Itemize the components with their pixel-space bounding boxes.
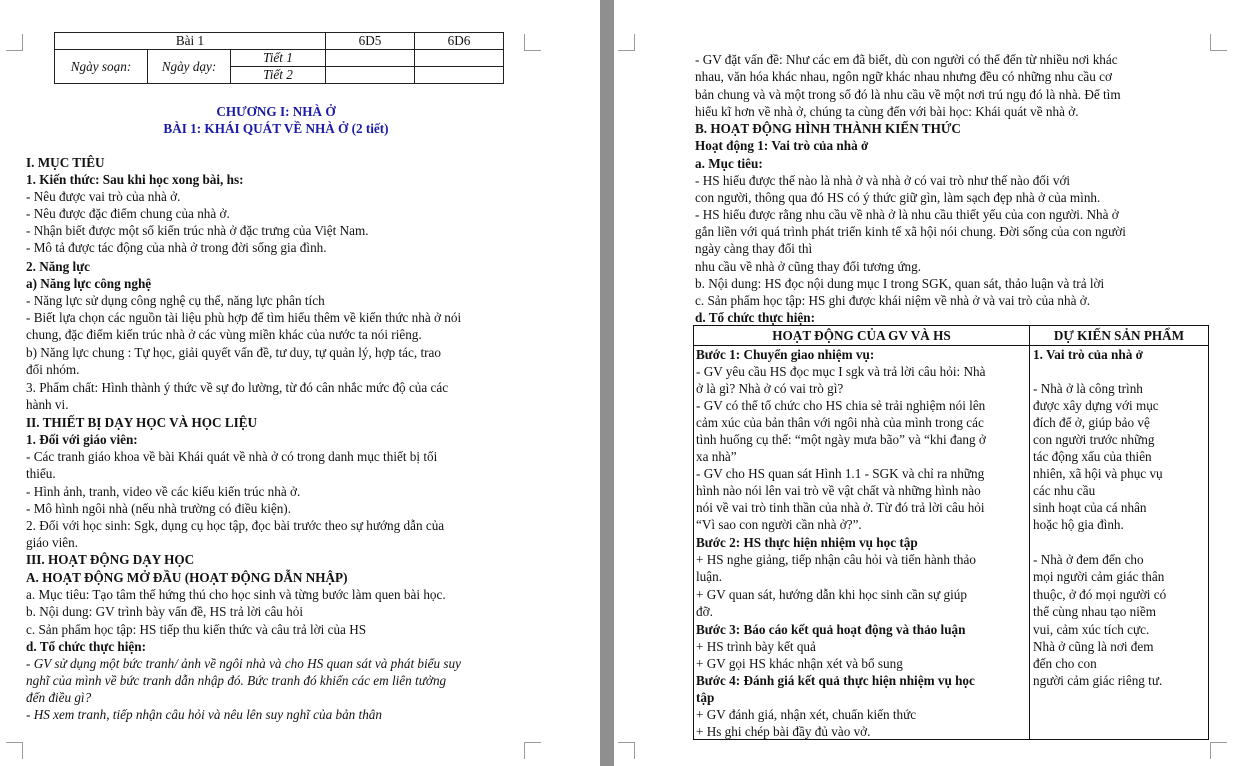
period-cell: Tiết 1	[231, 50, 326, 67]
period-cell: Tiết 2	[231, 67, 326, 84]
table-cell-text: vui, cảm xúc tích cực.	[1033, 622, 1150, 637]
table-cell-text: mọi người cảm giác thân	[1033, 569, 1165, 584]
heading: a) Năng lực công nghệ	[26, 276, 152, 291]
paragraph: c. Sản phẩm học tập: HS tiếp thu kiến thức và câu trả lời của HS	[26, 622, 367, 637]
paragraph: - Nhận biết được một số kiến trúc nhà ở đặc trưng của Việt Nam.	[26, 223, 369, 238]
paragraph: con người, thông qua đó HS có ý thức giữ gìn, làm sạch đẹp nhà ở của mình.	[695, 190, 1101, 205]
chapter-title: CHƯƠNG I: NHÀ Ở	[216, 104, 336, 119]
table-cell-text: xa nhà”	[696, 449, 737, 464]
empty-cell	[326, 67, 415, 84]
paragraph: b. Nội dung: HS đọc nội dung mục I trong SGK, quan sát, thảo luận và trả lời	[695, 276, 1105, 291]
paragraph: - HS hiểu được thế nào là nhà ở và nhà ở có vai trò như thế nào đối với	[695, 173, 1071, 188]
table-cell-text: con người trước những	[1033, 432, 1155, 447]
table-cell-text: Nhà ở cũng là nơi đem	[1033, 639, 1154, 654]
paragraph: 1. Kiến thức: Sau khi học xong bài, hs:	[26, 172, 244, 187]
table-cell-text: - Nhà ở là công trình	[1033, 381, 1143, 396]
paragraph: nhu cầu về nhà ở cũng thay đổi tương ứng.	[695, 259, 922, 274]
table-cell-text: nói về vai trò tinh thần của nhà ở. Từ đó trả lời câu hỏi	[696, 500, 985, 515]
table-cell-text: “Vì sao con người cần nhà ở?”.	[696, 517, 862, 532]
paragraph: - Năng lực sử dụng công nghệ cụ thể, năng lực phân tích	[26, 293, 325, 308]
table-cell-text: ở là gì? Nhà ở có vai trò gì?	[696, 381, 844, 396]
table-header-activity: HOẠT ĐỘNG CỦA GV VÀ HS	[772, 328, 951, 343]
paragraph: 3. Phẩm chất: Hình thành ý thức về sự đo lường, từ đó cân nhắc mức độ của các	[26, 380, 449, 395]
paragraph: a. Mục tiêu: Tạo tâm thế hứng thú cho học sinh và từng bước làm quen bài học.	[26, 587, 446, 602]
paragraph: - Nêu được vai trò của nhà ở.	[26, 189, 181, 204]
activity-table	[693, 325, 1209, 740]
paragraph: - GV đặt vấn đề: Như các em đã biết, dù con người có thể đến từ nhiều nơi khác	[695, 52, 1118, 67]
empty-cell	[415, 67, 504, 84]
crop-mark	[1210, 34, 1227, 51]
table-cell-text: đỡ.	[696, 604, 713, 619]
table-cell-text: luận.	[696, 569, 723, 584]
heading: d. Tổ chức thực hiện:	[26, 639, 146, 654]
paragraph: - Mô tả được tác động của nhà ở trong đời sống gia đình.	[26, 240, 327, 255]
table-cell-text: - GV yêu cầu HS đọc mục I sgk và trả lời câu hỏi: Nhà	[696, 364, 986, 379]
table-cell-text: cảm xúc của bản thân với ngôi nhà của mình trong các	[696, 415, 984, 430]
table-cell-text: đến cho con	[1033, 656, 1097, 671]
heading: I. MỤC TIÊU	[26, 155, 105, 170]
heading: B. HOẠT ĐỘNG HÌNH THÀNH KIẾN THỨC	[695, 121, 961, 136]
teach-date-cell: Ngày dạy:	[148, 50, 231, 84]
table-cell-text: - GV có thể tổ chức cho HS chia sẻ trải nghiệm nói lên	[696, 398, 986, 413]
paragraph: - Biết lựa chọn các nguồn tài liệu phù hợp để tìm hiểu thêm về kiến thức nhà ở nói	[26, 310, 462, 325]
paragraph: - Hình ảnh, tranh, video về các kiểu kiến trúc nhà ở.	[26, 484, 301, 499]
lesson-header-table	[54, 32, 504, 84]
table-cell-text: + GV gọi HS khác nhận xét và bổ sung	[696, 656, 903, 671]
document-page-right	[614, 0, 1246, 766]
paragraph: giáo viên.	[26, 535, 79, 550]
page-gap	[600, 0, 614, 766]
paragraph: đổi nhóm.	[26, 362, 80, 377]
class-cell: 6D6	[415, 33, 504, 50]
table-cell-text: - GV cho HS quan sát Hình 1.1 - SGK và chỉ ra những	[696, 466, 985, 481]
paragraph: - Các tranh giáo khoa về bài Khái quát về nhà ở có trong danh mục thiết bị tối	[26, 449, 438, 464]
crop-mark	[524, 34, 541, 51]
heading: III. HOẠT ĐỘNG DẠY HỌC	[26, 552, 195, 567]
table-cell-text: được xây dựng với mục	[1033, 398, 1159, 413]
table-cell-text: tập	[696, 690, 715, 705]
table-cell-text: Bước 1: Chuyển giao nhiệm vụ:	[696, 347, 875, 362]
crop-mark	[6, 742, 23, 759]
paragraph: - HS hiểu được rằng nhu cầu về nhà ở là nhu cầu thiết yếu của con người. Nhà ở	[695, 207, 1119, 222]
table-cell-text: đích để ở, giúp bảo vệ	[1033, 415, 1150, 430]
table-cell-text: + GV đánh giá, nhận xét, chuẩn kiến thức	[696, 707, 917, 722]
heading: Hoạt động 1: Vai trò của nhà ở	[695, 138, 869, 153]
table-cell-text: Bước 2: HS thực hiện nhiệm vụ học tập	[696, 535, 918, 550]
crop-mark	[618, 34, 635, 51]
heading: A. HOẠT ĐỘNG MỞ ĐẦU (HOẠT ĐỘNG DẪN NHẬP)	[26, 570, 348, 585]
paragraph: thiểu.	[26, 466, 56, 481]
heading: 2. Năng lực	[26, 259, 90, 274]
table-cell-text: tình huống cụ thể: “một ngày mưa bão” và “khi đang ở	[696, 432, 986, 447]
paragraph: hiểu kĩ hơn về nhà ở, chúng ta cùng đến với bài học: Khái quát về nhà ở.	[695, 104, 1079, 119]
lesson-cell: Bài 1	[55, 33, 326, 50]
table-cell-text: tác động xấu của thiên	[1033, 449, 1152, 464]
paragraph: 2. Đối với học sinh: Sgk, dụng cụ học tập, đọc bài trước theo sự hướng dẫn của	[26, 518, 445, 533]
paragraph: nhau, văn hóa khác nhau, ngôn ngữ khác nhau nhưng đều có những nhu cầu cơ	[695, 69, 1112, 84]
paragraph: hành vi.	[26, 397, 69, 412]
heading: a. Mục tiêu:	[695, 156, 763, 171]
crop-mark	[1210, 742, 1227, 759]
paragraph: gắn liền với quá trình phát triển kinh tế xã hội nói chung. Đời sống của con người	[695, 224, 1126, 239]
paragraph: bản chung và và một trong số đó là nhu cầu về một nơi trú ngụ đó là nhà. Để tìm	[695, 87, 1121, 102]
paragraph: c. Sản phẩm học tập: HS ghi được khái niệm về nhà ở và vai trò của nhà ở.	[695, 293, 1091, 308]
paragraph: - Nêu được đặc điểm chung của nhà ở.	[26, 206, 230, 221]
paragraph: - GV sử dụng một bức tranh/ ảnh về ngôi nhà và cho HS quan sát và phát biểu suy	[26, 656, 461, 671]
empty-cell	[326, 50, 415, 67]
heading: 1. Đối với giáo viên:	[26, 432, 138, 447]
table-cell-text: + HS trình bày kết quả	[696, 639, 816, 654]
table-cell-text: hoặc hộ gia đình.	[1033, 517, 1124, 532]
paragraph: - HS xem tranh, tiếp nhận câu hỏi và nêu lên suy nghĩ của bản thân	[26, 707, 382, 722]
table-cell-text: sinh hoạt của cá nhân	[1033, 500, 1147, 515]
paragraph: b. Nội dung: GV trình bày vấn đề, HS trả lời câu hỏi	[26, 604, 304, 619]
table-cell-text: 1. Vai trò của nhà ở	[1033, 347, 1143, 362]
table-header-expected: DỰ KIẾN SẢN PHẨM	[1053, 328, 1185, 343]
paragraph: ngày càng thay đổi thì	[695, 241, 813, 256]
paragraph: nghĩ của mình về bức tranh dẫn nhập đó. Bức tranh đó khiến các em liên tưởng	[26, 673, 447, 688]
table-cell-text: + Hs ghi chép bài đầy đủ vào vở.	[696, 724, 871, 739]
prep-date-cell: Ngày soạn:	[55, 50, 148, 84]
paragraph: đến điều gì?	[26, 690, 92, 705]
table-cell-text: + GV quan sát, hướng dẫn khi học sinh cần sự giúp	[696, 587, 967, 602]
crop-mark	[618, 742, 635, 759]
table-cell-text: người cảm giác riêng tư.	[1033, 673, 1163, 688]
table-cell-text: Bước 4: Đánh giá kết quả thực hiện nhiệm vụ học	[696, 673, 975, 688]
table-cell-text: nhiên, xã hội và phục vụ	[1033, 466, 1163, 481]
crop-mark	[6, 34, 23, 51]
heading: II. THIẾT BỊ DẠY HỌC VÀ HỌC LIỆU	[26, 415, 258, 430]
table-cell-text: thuộc, ở đó mọi người có	[1033, 587, 1167, 602]
table-cell-text: + HS nghe giảng, tiếp nhận câu hỏi và tiến hành thảo	[696, 552, 976, 567]
paragraph: - Mô hình ngôi nhà (nếu nhà trường có điều kiện).	[26, 501, 291, 516]
heading: d. Tổ chức thực hiện:	[695, 310, 815, 325]
table-cell-text: hình nào nói lên vai trò về vật chất và những hình nào	[696, 483, 981, 498]
lesson-title: BÀI 1: KHÁI QUÁT VỀ NHÀ Ở (2 tiết)	[163, 121, 389, 136]
class-cell: 6D5	[326, 33, 415, 50]
crop-mark	[524, 742, 541, 759]
table-cell-text: - Nhà ở đem đến cho	[1033, 552, 1144, 567]
document-page-left	[0, 0, 600, 766]
table-cell-text: các nhu cầu	[1033, 483, 1096, 498]
paragraph: b) Năng lực chung : Tự học, giải quyết vấn đề, tư duy, tự quản lý, hợp tác, trao	[26, 345, 441, 360]
table-column-divider	[1029, 326, 1030, 739]
empty-cell	[415, 50, 504, 67]
table-cell-text: Bước 3: Báo cáo kết quả hoạt động và thảo luận	[696, 622, 966, 637]
paragraph: chung, đặc điểm kiến trúc nhà ở các vùng miền khác của nước ta nói riêng.	[26, 327, 422, 342]
table-cell-text: thể cùng nhau tạo niềm	[1033, 604, 1157, 619]
